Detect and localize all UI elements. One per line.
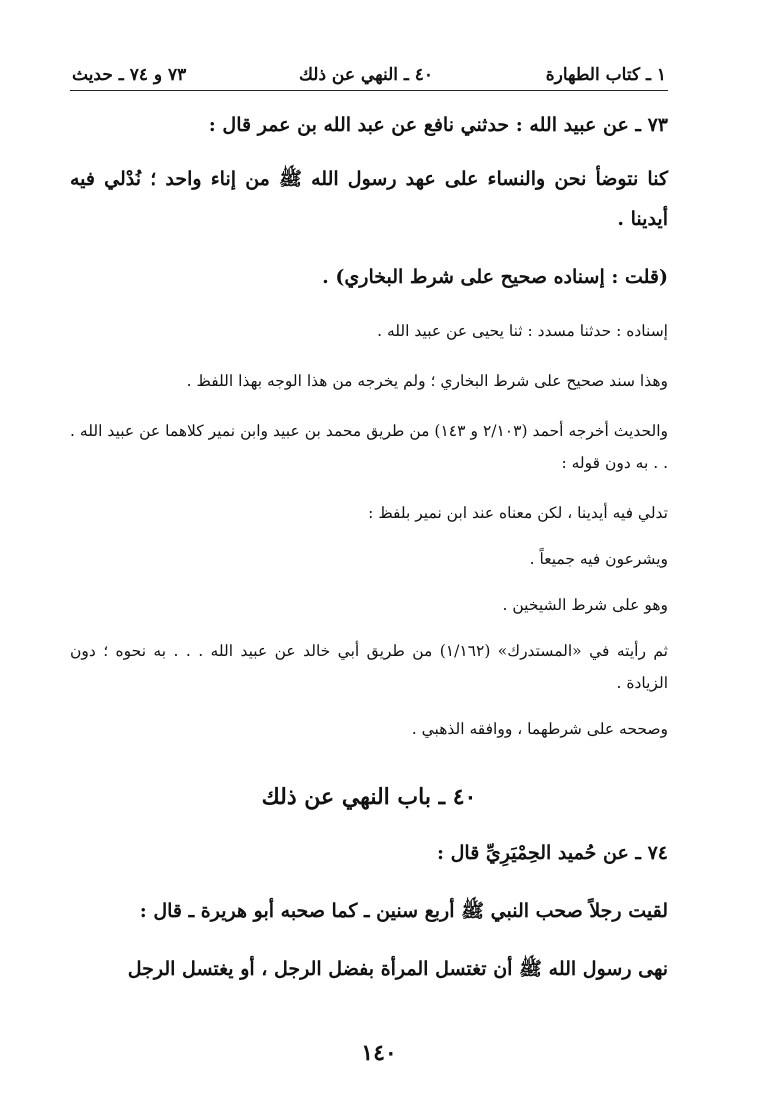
- running-header: [70, 60, 668, 91]
- page-body: [70, 105, 668, 989]
- header-hadith-range: ٧٣ و ٧٤ ـ حديث: [72, 65, 187, 85]
- header-book-title: ١ ـ كتاب الطهارة: [545, 65, 666, 85]
- page-number: ١٤٠: [361, 1040, 397, 1066]
- book-page: [70, 60, 668, 1099]
- hadith-74-line-2: نهى رسول الله ﷺ أن تغتسل المرأة بفضل الرجل ، أو يغتسل الرجل: [127, 958, 668, 980]
- authentication-note: وصححه على شرطهما ، ووافقه الذهبي .: [411, 720, 668, 738]
- grading-note: (قلت : إسناده صحيح على شرط البخاري) .: [322, 266, 668, 288]
- hadith-74-line-1: لقيت رجلاً صحب النبي ﷺ أربع سنين ـ كما صحبه أبو هريرة ـ قال :: [139, 900, 668, 922]
- shaykhayn-condition: وهو على شرط الشيخين .: [502, 596, 668, 614]
- takhrij-paragraph: والحديث أخرجه أحمد (٢/١٠٣ و ١٤٣) من طريق محمد بن عبيد وابن نمير كلاهما عن عبيد الله . . . به دون قوله :: [70, 422, 668, 472]
- header-chapter-title: ٤٠ ـ النهي عن ذلك: [298, 65, 434, 85]
- chapter-heading: ٤٠ ـ باب النهي عن ذلك: [261, 784, 477, 810]
- wording-note: تدلي فيه أيدينا ، لكن معناه عند ابن نمير بلفظ :: [368, 504, 668, 522]
- hadith-73-matn: كنا نتوضأ نحن والنساء على عهد رسول الله ﷺ من إناء واحد ؛ نُدْلي فيه أيدينا .: [70, 168, 668, 230]
- mustadrak-paragraph: ثم رأيته في «المستدرك» (١/١٦٢) من طريق أبي خالد عن عبيد الله . . . به نحوه ؛ دون الزيادة .: [70, 642, 668, 692]
- isnad-statement: إسناده : حدثنا مسدد : ثنا يحيى عن عبيد الله .: [377, 322, 668, 340]
- ibn-numayr-wording: ويشرعون فيه جميعاً .: [529, 550, 668, 568]
- hadith-74-isnad: ٧٤ ـ عن حُميد الحِمْيَرِيِّ قال :: [436, 842, 668, 864]
- hadith-73-isnad: ٧٣ ـ عن عبيد الله : حدثني نافع عن عبد الله بن عمر قال :: [208, 114, 668, 136]
- sanad-verdict: وهذا سند صحيح على شرط البخاري ؛ ولم يخرجه من هذا الوجه بهذا اللفظ .: [186, 372, 668, 390]
